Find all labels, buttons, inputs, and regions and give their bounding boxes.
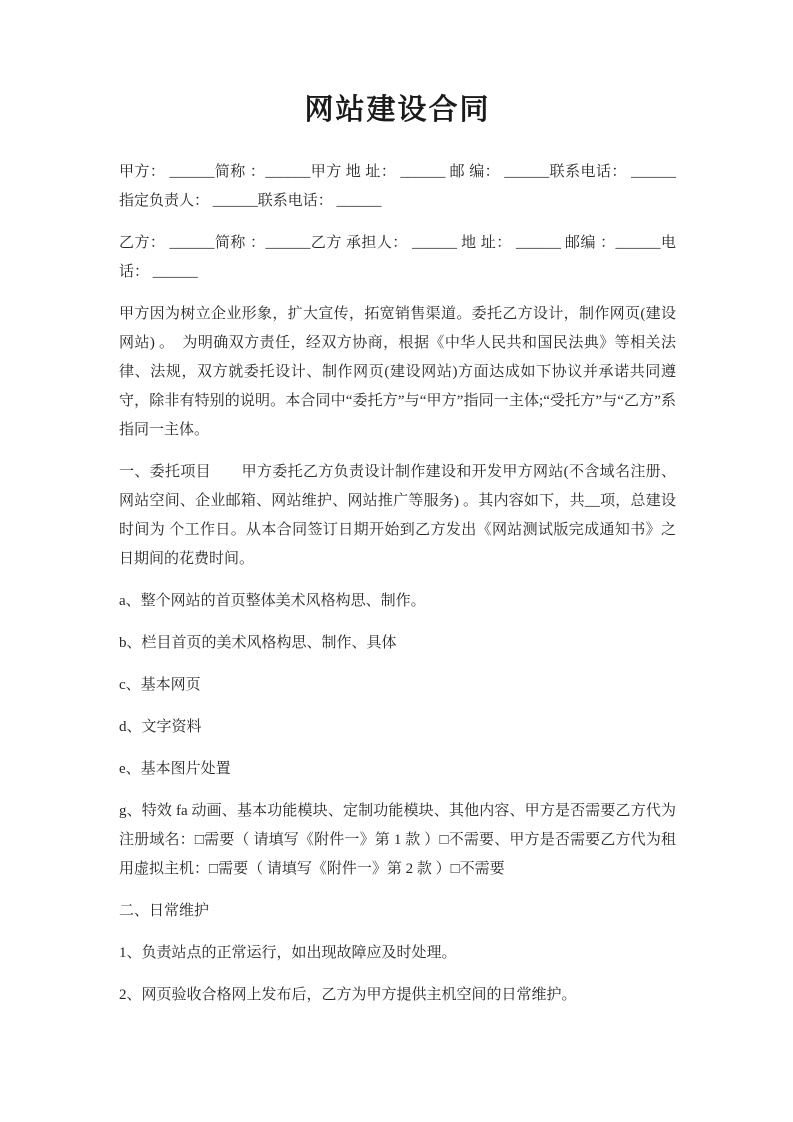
party-b-details: 乙方： ______简称 ：______乙方 承担人： ______ 地 址： ______ 邮编 ：______电 话： ______	[119, 235, 676, 280]
party-a-details: 甲方： ______简称 ：______甲方 地 址： ______ 邮 编： ______联系电话： ______ 指定负责人： ______联系电话： ______	[119, 164, 676, 209]
domain-need-checkbox-icon[interactable]: □	[194, 832, 205, 848]
section-1-commission-intro: 一、委托项目 甲方委托乙方负责设计制作建设和开发甲方网站(不含域名注册、网站空间、企业邮箱、网站维护、网站推广等服务) 。其内容如下，共__项，总建设时间为 个工作日。从本合同签订日期开始到乙方发出《网站测试版完成通知书》之日期间的花费时间。	[119, 464, 676, 567]
domain-noneed-checkbox-icon[interactable]: □	[439, 832, 449, 848]
work-item-e: e、基本图片处置	[119, 761, 231, 777]
work-item-d: d、文字资料	[119, 719, 202, 735]
work-item-a: a、整个网站的首页整体美术风格构思、制作。	[119, 593, 426, 609]
host-noneed-label: 不需要	[459, 861, 505, 877]
work-item-b: b、栏目首页的美术风格构思、制作、具体	[119, 635, 397, 651]
domain-noneed-label: 不需要、甲方是否需要乙方代为租用虚拟主机：	[119, 832, 676, 877]
maintenance-clause-1: 1、负责站点的正常运行，如出现故障应及时处理。	[119, 945, 457, 961]
work-item-c: c、基本网页	[119, 677, 201, 693]
host-need-checkbox-icon[interactable]: □	[209, 861, 219, 877]
domain-need-label: 需要（ 请填写《附件一》第 1 款 ）	[204, 832, 440, 848]
contract-preamble: 甲方因为树立企业形象，扩大宣传，拓宽销售渠道。委托乙方设计，制作网页(建设网站) 。 为明确双方责任，经双方协商，根据《中华人民共和国民法典》等相关法律、法规，双方就委托设计、制作网页(建设网站)方面达成如下协议并承诺共同遵守，除非有特别的说明。本合同中“委托方”与“甲方”指同一主体;“受托方”与“乙方”系指同一主体。	[119, 306, 676, 438]
contract-title: 网站建设合同	[304, 94, 491, 126]
work-item-g-text: g、特效 fa 动画、基本功能模块、定制功能模块、其他内容、甲方是否需要乙方代为注册域名：	[119, 803, 676, 848]
work-item-g	[119, 797, 676, 884]
host-noneed-checkbox-icon[interactable]: □	[450, 861, 460, 877]
section-2-heading: 二、日常维护	[119, 903, 210, 919]
host-need-label: 需要（ 请填写《附件一》第 2 款 ）	[218, 861, 451, 877]
maintenance-clause-2: 2、网页验收合格网上发布后，乙方为甲方提供主机空间的日常维护。	[119, 987, 577, 1003]
